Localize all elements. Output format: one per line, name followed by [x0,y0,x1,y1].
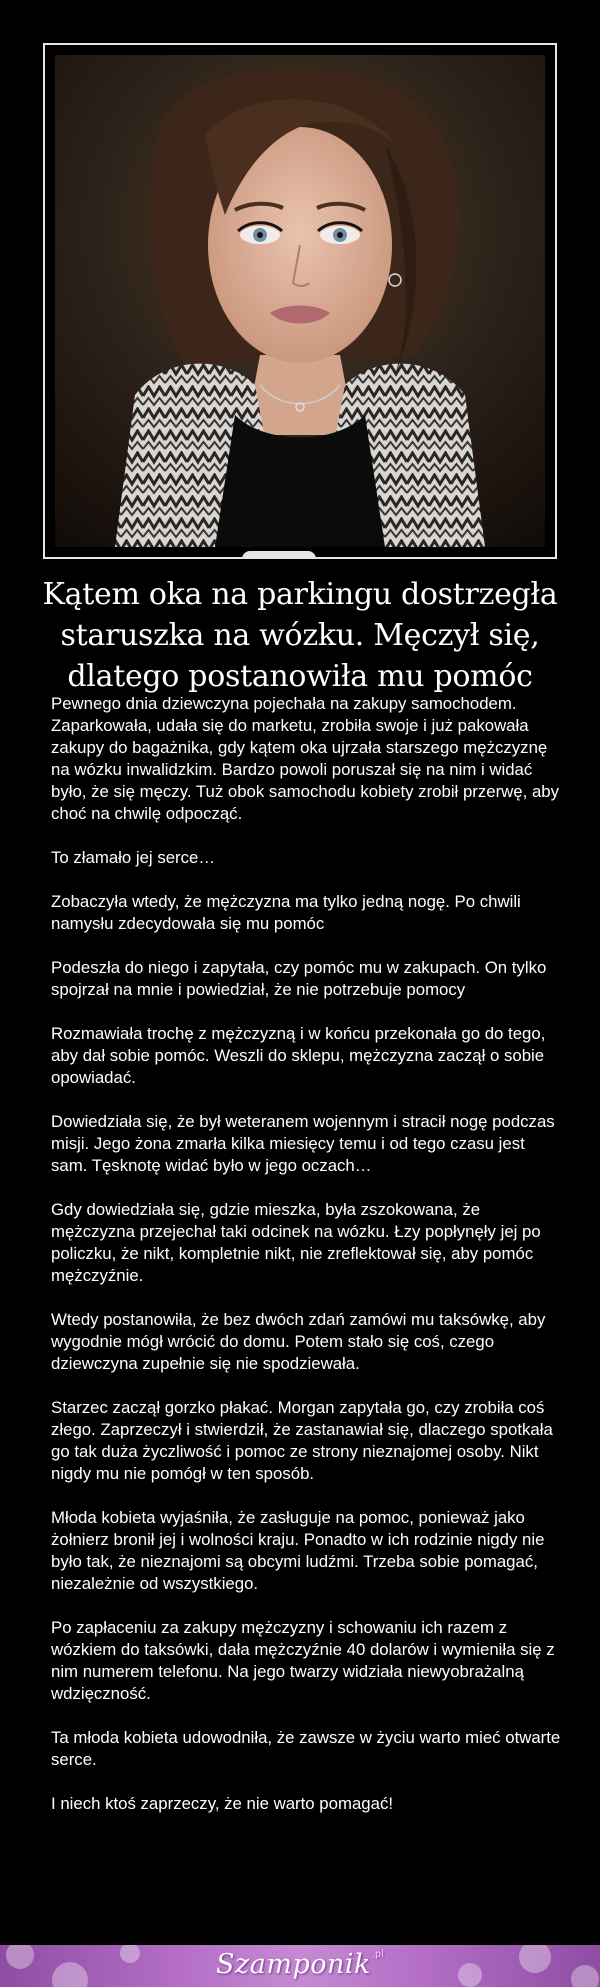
portrait-illustration [55,55,545,547]
article-body [51,693,561,1837]
footer-banner [0,1945,600,1987]
brand-tld: .pl [371,1949,384,1960]
paragraph: Dowiedziała się, że był weteranem wojennym i stracił nogę podczas misji. Jego żona zmarła kilka miesięcy temu i od tego czasu jest sam. Tęsknotę widać było w jego oczach… [51,1112,555,1175]
paragraph: Młoda kobieta wyjaśniła, że zasługuje na pomoc, ponieważ jako żołnierz bronił jej i wolności kraju. Ponadto w ich rodzinie nigdy nie było tak, że nieznajomi są obcymi ludźmi. Trzeba sobie pomagać, niezależnie od wszystkiego. [51,1508,545,1593]
article-title: Kątem oka na parkingu dostrzegła staruszka na wózku. Męczył się, dlatego postanowiła mu pomóc [42,577,558,694]
paragraph: To złamało jej serce… [51,848,216,867]
paragraph: Pewnego dnia dziewczyna pojechała na zakupy samochodem. Zaparkowała, udała się do marketu, zrobiła swoje i już pakowała zakupy do bagażnika, gdy kątem oka ujrzała starszego mężczyznę na wózku inwalidzkim. Bardzo powoli poruszał się na nim i widać było, że się męczy. Tuż obok samochodu kobiety zrobił przerwę, aby choć na chwilę odpocząć. [51,694,560,823]
brand-logo[interactable] [0,1949,600,1980]
paragraph: I niech ktoś zaprzeczy, że nie warto pomagać! [51,1794,393,1813]
photo-frame [43,43,557,559]
photo-frame-tab [242,551,316,559]
paragraph: Ta młoda kobieta udowodniła, że zawsze w życiu warto mieć otwarte serce. [51,1728,561,1769]
paragraph: Rozmawiała trochę z mężczyzną i w końcu przekonała go do tego, aby dał sobie pomóc. Weszli do sklepu, mężczyzna zaczął o sobie opowiadać. [51,1024,546,1087]
paragraph: Po zapłaceniu za zakupy mężczyzny i schowaniu ich razem z wózkiem do taksówki, dała mężczyźnie 40 dolarów i wymieniła się z nim numerem telefonu. Na jego twarzy widziała niewyobrażalną wdzięczność. [51,1618,555,1703]
paragraph: Starzec zaczął gorzko płakać. Morgan zapytała go, czy zrobiła coś złego. Zaprzeczył i stwierdził, że zastanawiał się, dlaczego spotkała go tak duża życzliwość i pomoc ze strony nieznajomej osoby. Nikt nigdy mu nie pomógł w ten sposób. [51,1398,553,1483]
paragraph: Wtedy postanowiła, że bez dwóch zdań zamówi mu taksówkę, aby wygodnie mógł wrócić do domu. Potem stało się coś, czego dziewczyna zupełnie się nie spodziewała. [51,1310,546,1373]
portrait-photo [55,55,545,547]
paragraph: Podeszła do niego i zapytała, czy pomóc mu w zakupach. On tylko spojrzał na mnie i powiedział, że nie potrzebuje pomocy [51,958,547,999]
paragraph: Gdy dowiedziała się, gdzie mieszka, była zszokowana, że mężczyzna przejechał taki odcinek na wózku. Łzy popłynęły jej po policzku, że nikt, kompletnie nikt, nie zreflektował się, aby pomóc mężczyźnie. [51,1200,541,1285]
paragraph: Zobaczyła wtedy, że mężczyzna ma tylko jedną nogę. Po chwili namysłu zdecydowała się mu pomóc [51,892,521,933]
brand-name: Szamponik [216,1949,371,1980]
